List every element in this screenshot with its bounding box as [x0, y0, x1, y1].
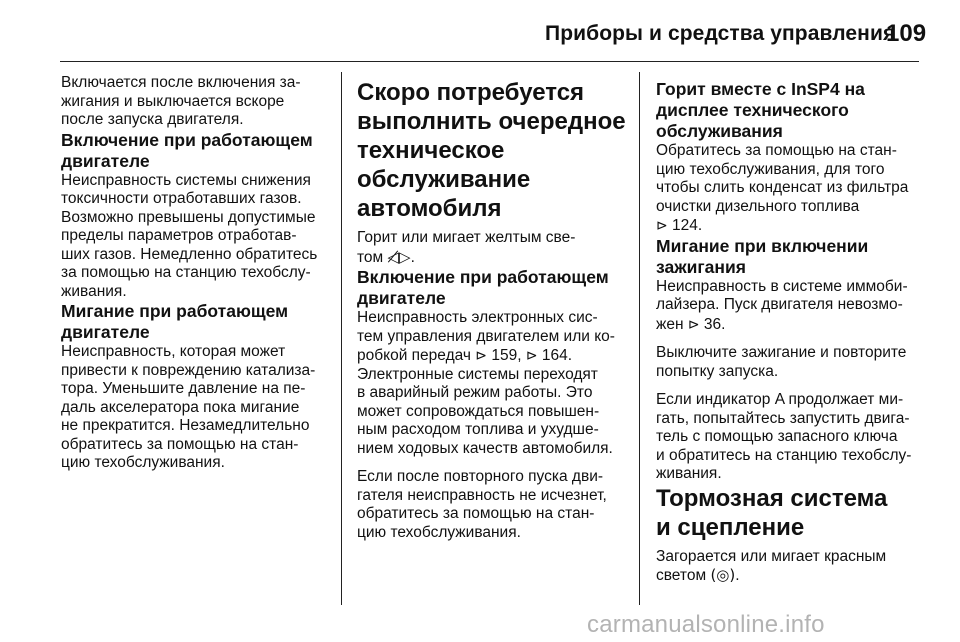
header-divider — [60, 61, 919, 62]
paragraph-brake-light: Загорается или мигает красным светом (◎). — [656, 547, 887, 584]
paragraph-service-light: Горит или мигает желтым све- том ◁̸▷. — [357, 229, 576, 266]
heading-flash-engine-running: Мигание при работающем двигателе — [61, 301, 289, 342]
column-3 — [656, 79, 921, 586]
column-divider-2 — [639, 72, 640, 605]
column-1 — [61, 74, 339, 473]
page-number: 109 — [886, 20, 927, 47]
reference-arrow-icon: ⊳ — [525, 347, 538, 363]
paragraph-retry-start: Выключите зажигание и повторите попытку запуска. — [656, 344, 907, 380]
paragraph-spare-key: Если индикатор A продолжает ми- гать, попытайтесь запустить двига- тель с помощью запасного ключа и обратитесь на станцию техобслу- живания. — [656, 391, 912, 482]
heading-brakes-clutch: Тормозная система и сцепление — [656, 484, 888, 541]
page-header-title: Приборы и средства управления — [545, 22, 896, 45]
paragraph-catalyst-fault: Неисправность, которая может привести к повреждению катализа- тора. Уменьшите давление на пе- даль акселератора пока мигание не прекратится. Незамедлительно обратитесь за помощью на стан- цию техобслуживания. — [61, 343, 316, 471]
column-2 — [357, 78, 637, 542]
heading-service-soon: Скоро потребуется выполнить очередное техническое обслуживание автомобиля — [357, 79, 626, 222]
column-divider-1 — [341, 72, 342, 605]
paragraph-immobilizer-fault: Неисправность в системе иммоби- лайзера. Пуск двигателя невозмо- жен ⊳ 36. — [656, 277, 908, 333]
paragraph-restart-fault: Если после повторного пуска дви- гателя неисправность не исчезнет, обратитесь за помощью на стан- цию техобслуживания. — [357, 468, 607, 541]
paragraph-fuel-filter: Обратитесь за помощью на стан- цию техобслуживания, для того чтобы слить конденсат из фильтра очистки дизельного топлива ⊳ 124. — [656, 142, 909, 234]
service-warning-icon: ◁̸▷ — [387, 247, 411, 266]
watermark: carmanualsonline.info — [587, 611, 825, 638]
page-reference-link[interactable]: 36. — [703, 315, 726, 333]
paragraph-emission-fault: Неисправность системы снижения токсичности отработавших газов. Возможно превышены допустимые пределы параметров отработав- ших газов. Немедленно обратитесь за помощью на станцию техобслу- живания. — [61, 171, 318, 300]
brake-warning-icon: (◎) — [710, 566, 736, 584]
reference-arrow-icon: ⊳ — [475, 347, 488, 363]
intro-paragraph: Включается после включения за- жигания и выключается вскоре после запуска двигателя. — [61, 74, 301, 128]
heading-insp4-display: Горит вместе с InSP4 на дисплее технического обслуживания — [656, 79, 865, 141]
heading-flash-ignition: Мигание при включении зажигания — [656, 235, 869, 277]
page-reference-link[interactable]: 124. — [672, 217, 703, 234]
paragraph-electronics-fault: Неисправность электронных сис- тем управления двигателем или ко- робкой передач ⊳ 159, ⊳ 164. Электронные системы переходят в аварийный режим работы. Это может сопровождаться повышен- ным расходом топлива и ухудше- нием ходовых качеств автомобиля. — [357, 309, 615, 457]
reference-arrow-icon: ⊳ — [687, 315, 700, 332]
page-reference-link[interactable]: 159, — [491, 347, 522, 364]
page-reference-link[interactable]: 164. — [541, 347, 573, 364]
reference-arrow-icon: ⊳ — [656, 217, 668, 233]
heading-engine-running-2: Включение при работающем двигателе — [357, 267, 609, 308]
heading-engine-running: Включение при работающем двигателе — [61, 129, 313, 171]
